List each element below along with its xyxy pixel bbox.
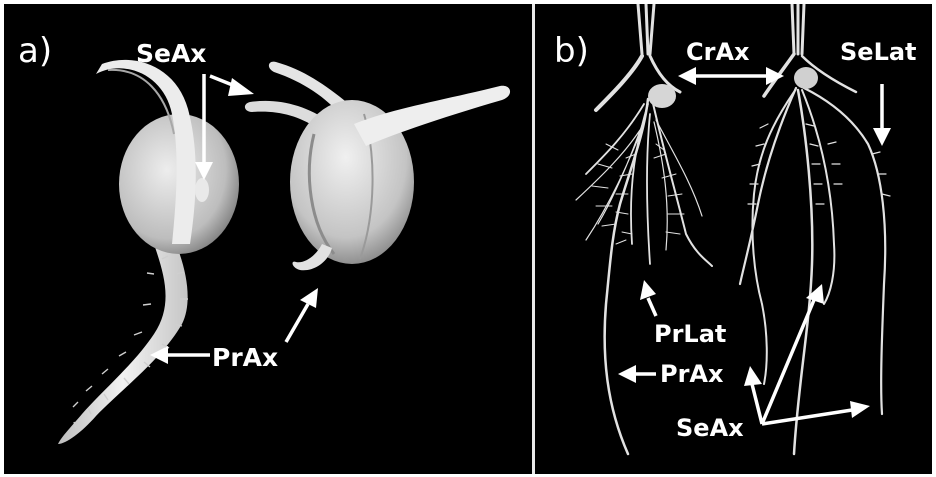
label-seax-a: SeAx: [136, 39, 207, 68]
divider-line: [532, 4, 535, 474]
label-seax-b: SeAx: [676, 414, 744, 442]
left-plant-kernel: [648, 84, 676, 108]
label-selat: SeLat: [840, 38, 917, 66]
right-primary-root: [293, 244, 332, 270]
right-coleoptile: [354, 86, 510, 146]
left-seed: [58, 60, 239, 444]
label-prax-b: PrAx: [660, 360, 724, 388]
panel-b-label: b): [554, 31, 589, 71]
panel-a: [4, 4, 530, 474]
right-seed: [245, 62, 510, 271]
label-prax-a: PrAx: [212, 343, 279, 372]
left-primary-root: [58, 244, 188, 444]
panel-a-label: a): [18, 31, 53, 71]
panel-b: [536, 4, 932, 474]
label-crax: CrAx: [686, 38, 750, 66]
panel-a-image: [4, 4, 530, 474]
left-seminal-root-tip: [195, 178, 209, 202]
panel-b-image: [536, 4, 932, 474]
label-prlat: PrLat: [654, 320, 727, 348]
right-plant-kernel: [794, 67, 818, 89]
